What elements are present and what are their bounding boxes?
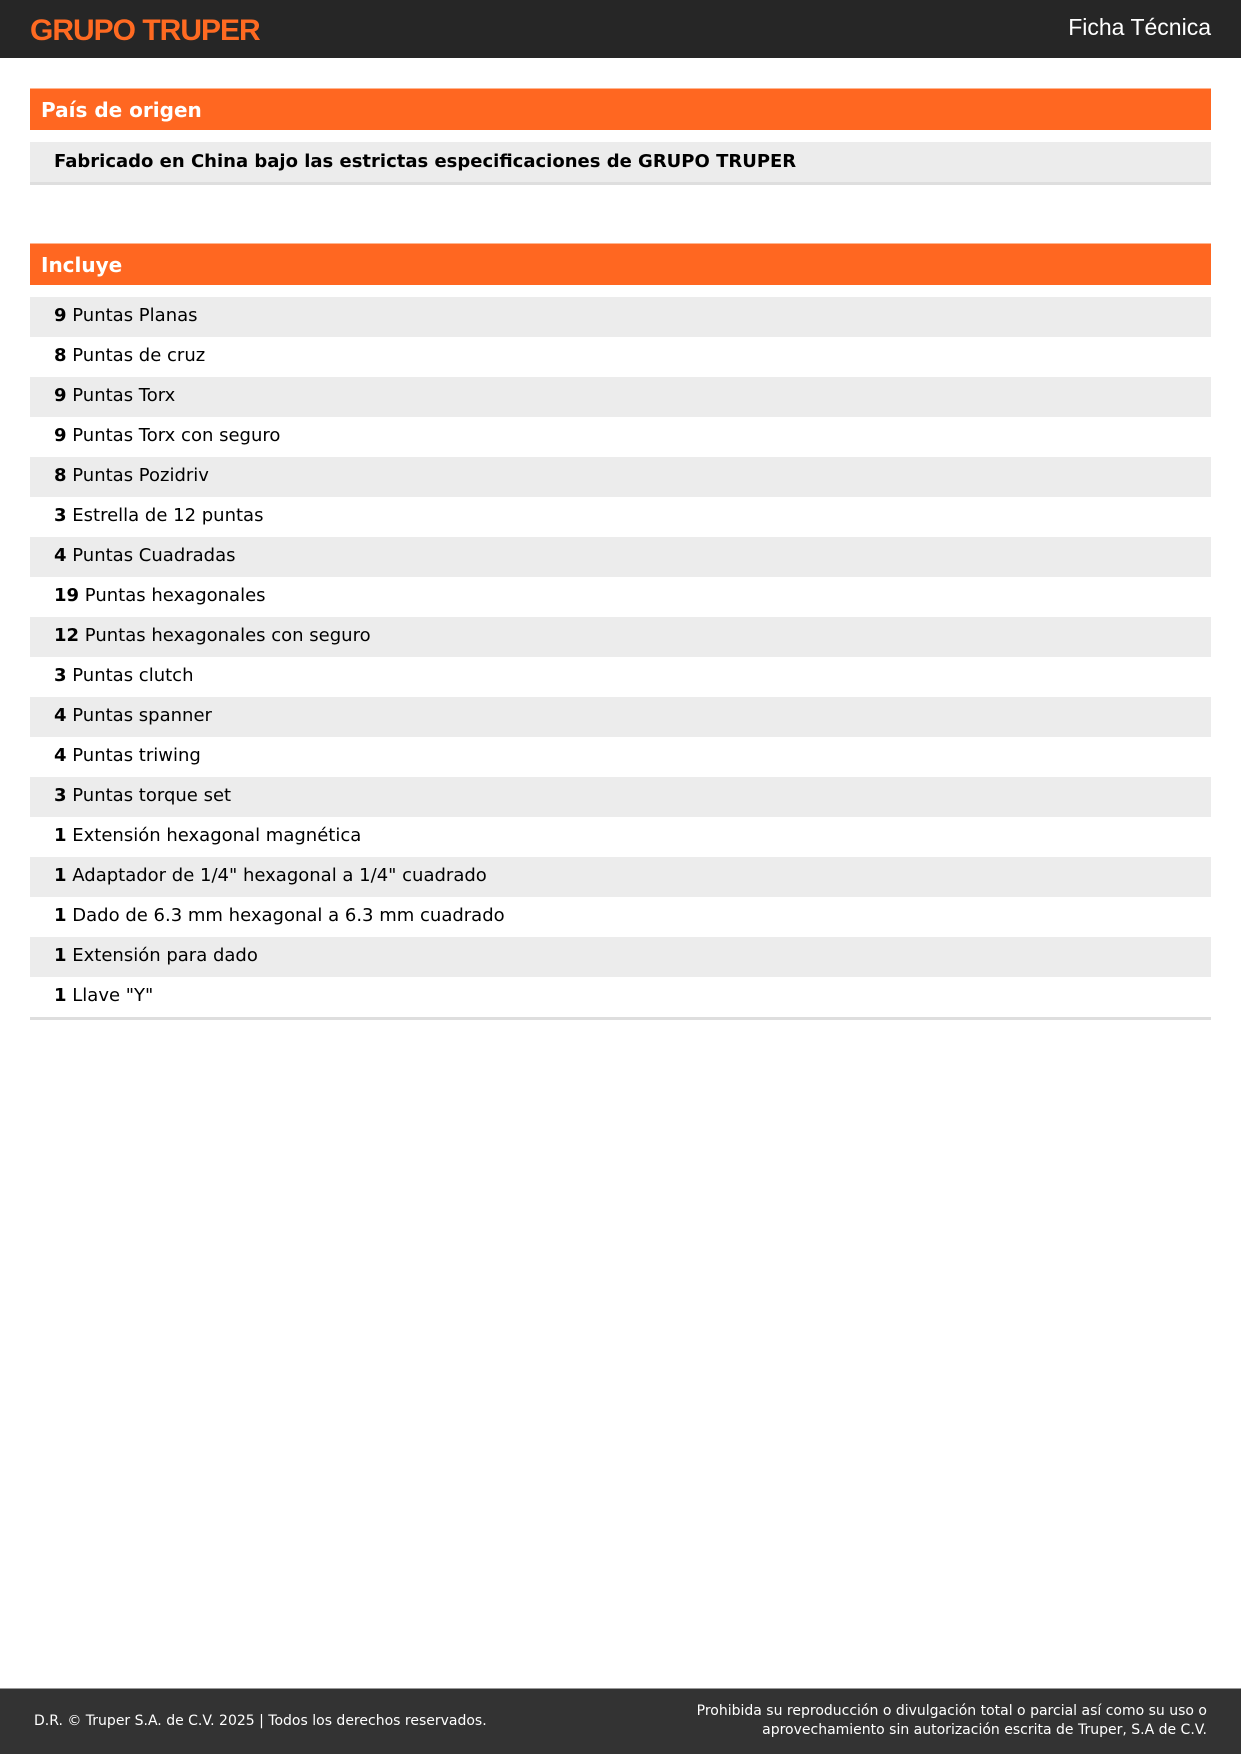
- item-label: Puntas Torx con seguro: [72, 425, 281, 446]
- item-label: Dado de 6.3 mm hexagonal a 6.3 mm cuadrado: [72, 905, 505, 926]
- list-item: [30, 937, 1211, 977]
- item-quantity: 9: [54, 385, 67, 406]
- item-quantity: 1: [54, 865, 67, 886]
- list-item: [30, 737, 1211, 777]
- list-item: [30, 897, 1211, 937]
- item-quantity: 4: [54, 545, 67, 566]
- includes-list: [30, 297, 1211, 1020]
- list-item: [30, 497, 1211, 537]
- item-label: Puntas Cuadradas: [72, 545, 236, 566]
- item-label: Extensión para dado: [72, 945, 258, 966]
- item-label: Adaptador de 1/4" hexagonal a 1/4" cuadrado: [72, 865, 487, 886]
- item-label: Puntas clutch: [72, 665, 194, 686]
- document-title: Ficha Técnica: [1068, 14, 1211, 40]
- list-item: [30, 857, 1211, 897]
- list-item: [30, 537, 1211, 577]
- page-footer: [0, 1688, 1241, 1754]
- item-label: Puntas triwing: [72, 745, 201, 766]
- item-quantity: 19: [54, 585, 80, 606]
- item-quantity: 12: [54, 625, 80, 646]
- list-item: [30, 417, 1211, 457]
- list-item: [30, 337, 1211, 377]
- item-label: Estrella de 12 puntas: [72, 505, 264, 526]
- list-item: [30, 777, 1211, 817]
- item-quantity: 1: [54, 905, 67, 926]
- item-label: Llave "Y": [72, 985, 154, 1006]
- item-label: Puntas Torx: [72, 385, 176, 406]
- legal-line: aprovechamiento sin autorización escrita de Truper, S.A de C.V.: [762, 1722, 1207, 1738]
- item-label: Puntas Planas: [72, 305, 198, 326]
- item-label: Puntas torque set: [72, 785, 232, 806]
- list-item: [30, 577, 1211, 617]
- list-item: [30, 977, 1211, 1017]
- item-quantity: 9: [54, 425, 67, 446]
- item-quantity: 4: [54, 705, 67, 726]
- item-quantity: 4: [54, 745, 67, 766]
- item-label: Puntas hexagonales: [84, 585, 266, 606]
- item-label: Puntas spanner: [72, 705, 212, 726]
- item-quantity: 1: [54, 945, 67, 966]
- item-quantity: 3: [54, 505, 67, 526]
- item-label: Puntas hexagonales con seguro: [84, 625, 371, 646]
- item-quantity: 8: [54, 345, 67, 366]
- item-quantity: 8: [54, 465, 67, 486]
- copyright: D.R. © Truper S.A. de C.V. 2025 | Todos los derechos reservados.: [34, 1713, 487, 1729]
- list-item: [30, 817, 1211, 857]
- item-quantity: 1: [54, 825, 67, 846]
- legal-notice: [697, 1702, 1207, 1740]
- list-item: [30, 457, 1211, 497]
- item-quantity: 3: [54, 785, 67, 806]
- section-header-includes: Incluye: [30, 243, 1211, 285]
- list-item: [30, 377, 1211, 417]
- item-label: Puntas Pozidriv: [72, 465, 209, 486]
- list-item: [30, 697, 1211, 737]
- item-label: Extensión hexagonal magnética: [72, 825, 362, 846]
- list-item: [30, 297, 1211, 337]
- item-quantity: 1: [54, 985, 67, 1006]
- item-quantity: 3: [54, 665, 67, 686]
- origin-text: Fabricado en China bajo las estrictas especificaciones de GRUPO TRUPER: [30, 142, 1211, 185]
- section-header-origin: País de origen: [30, 88, 1211, 130]
- list-item: [30, 657, 1211, 697]
- legal-line: Prohibida su reproducción o divulgación total o parcial así como su uso o: [696, 1703, 1207, 1719]
- item-label: Puntas de cruz: [72, 345, 206, 366]
- list-item: [30, 617, 1211, 657]
- item-quantity: 9: [54, 305, 67, 326]
- logo: GRUPO TRUPER: [30, 14, 260, 47]
- page-header: [0, 0, 1241, 58]
